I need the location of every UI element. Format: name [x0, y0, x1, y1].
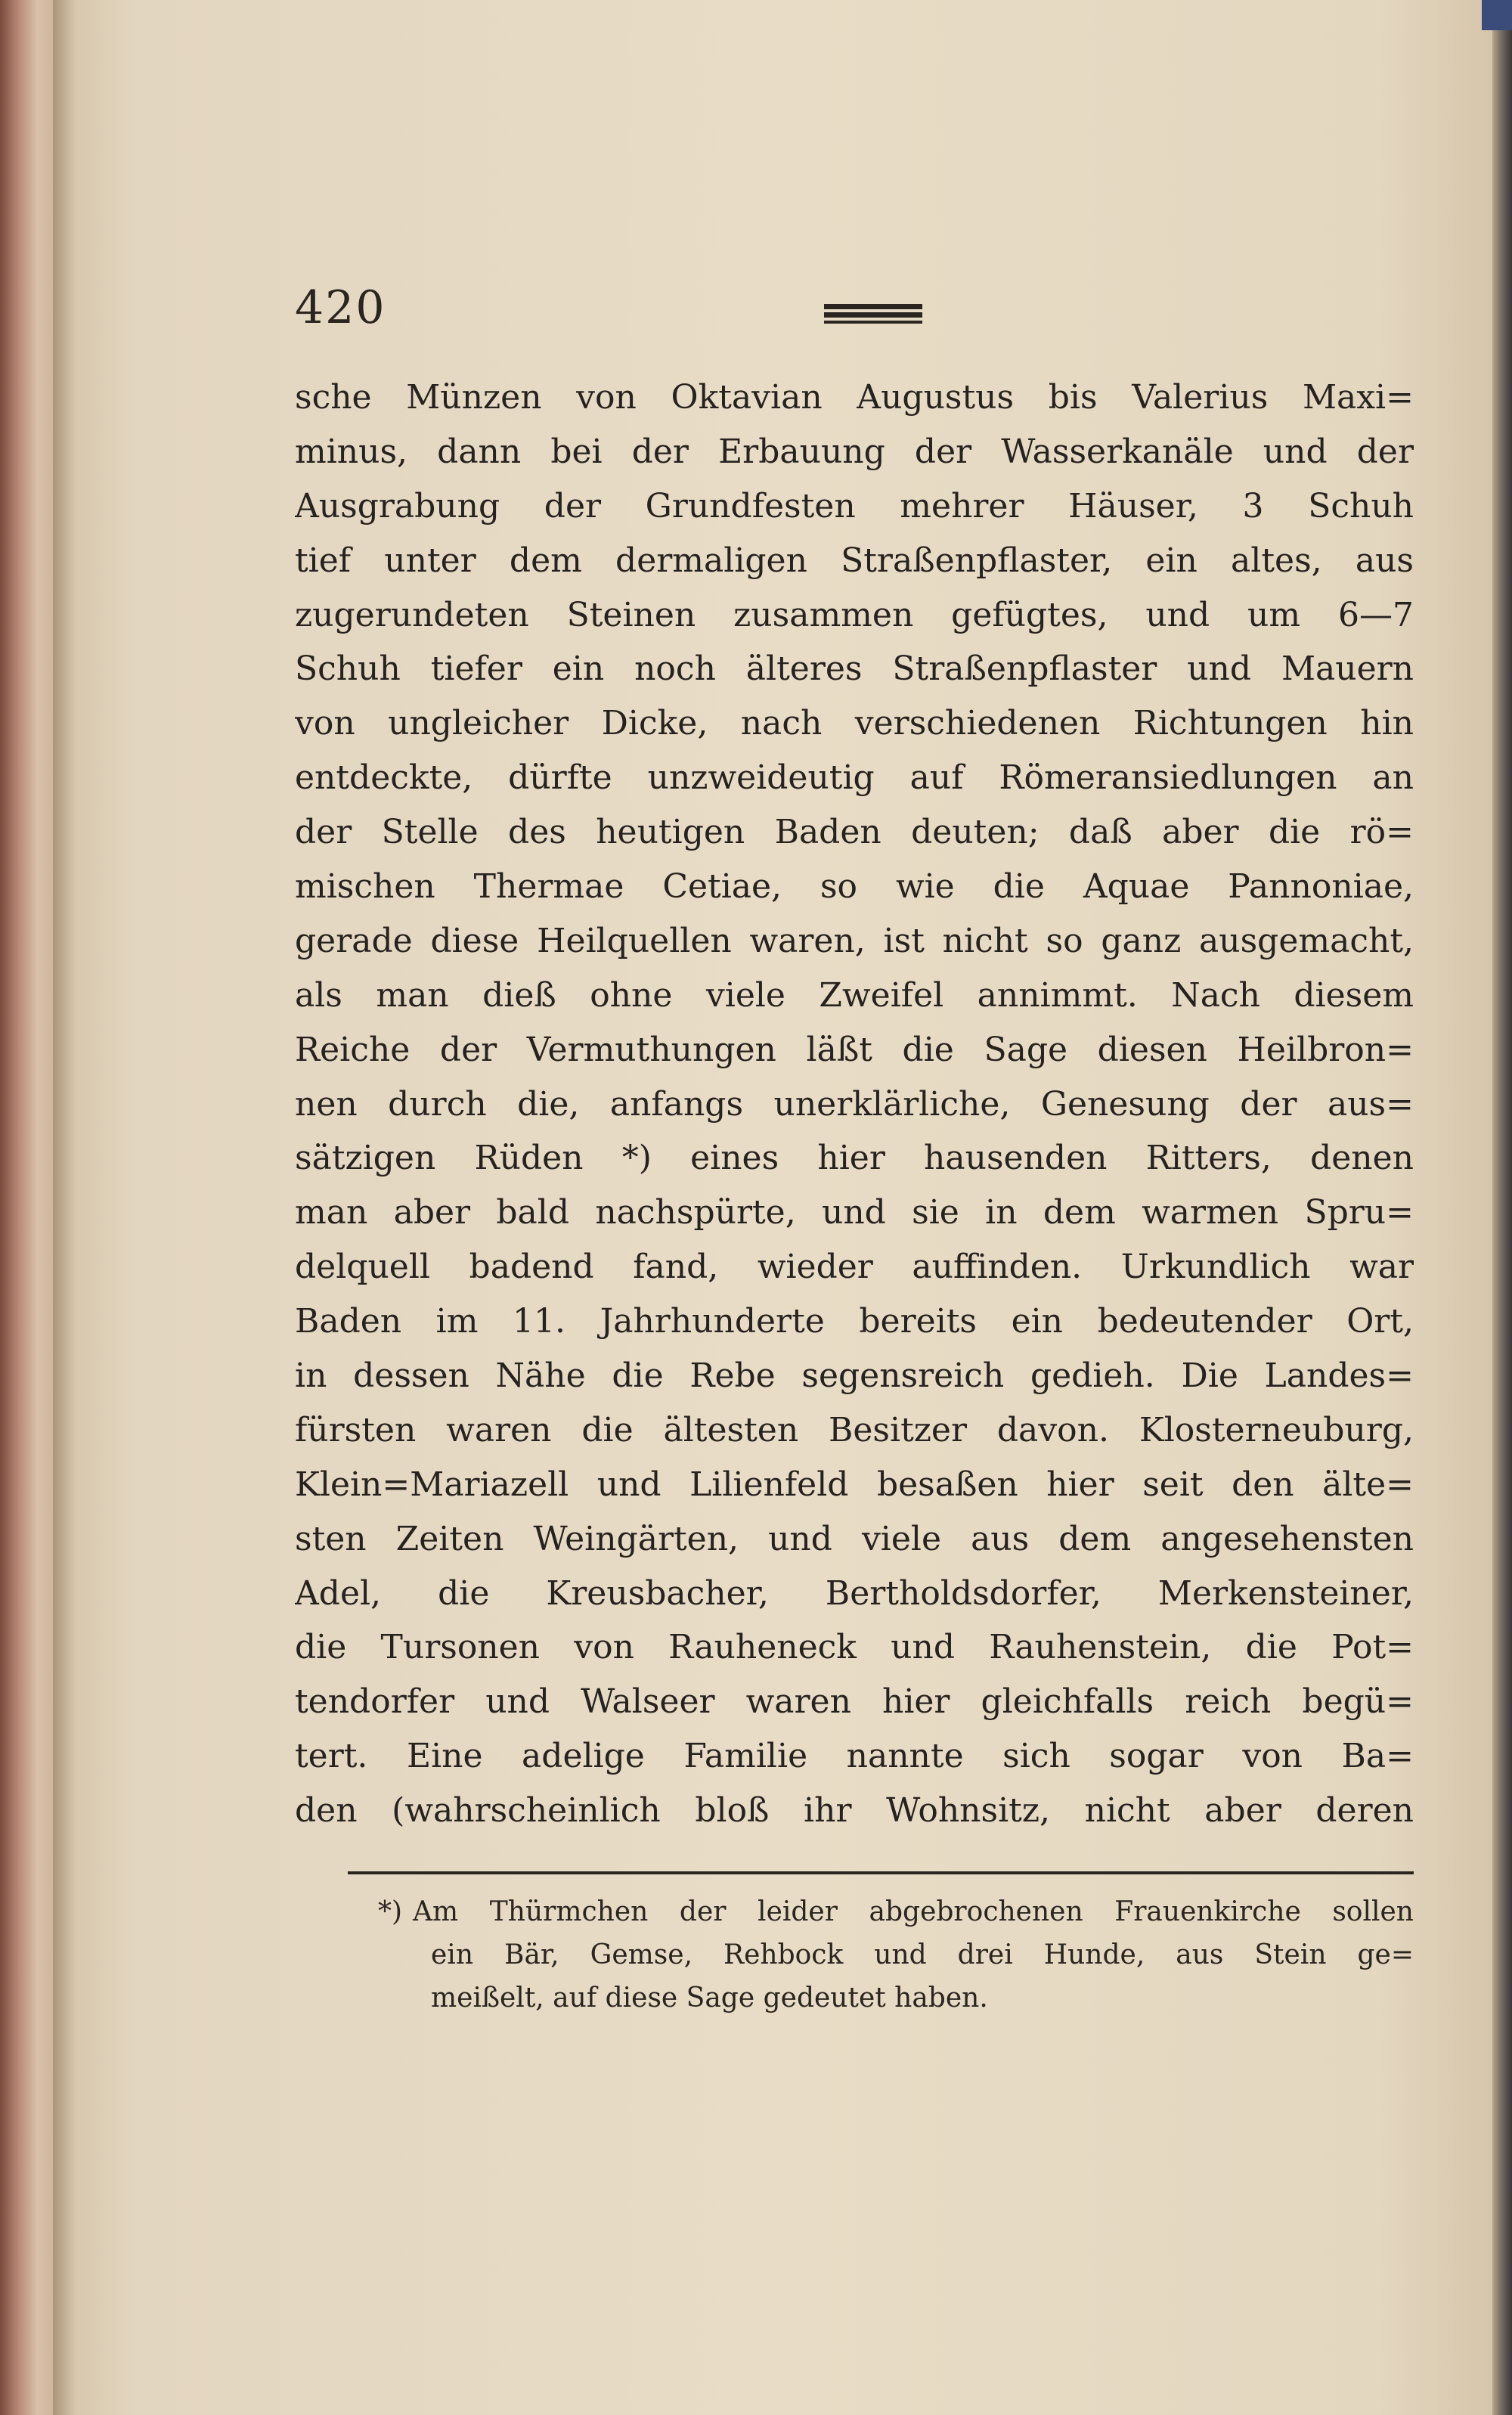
text-line: Schuh tiefer ein noch älteres Straßenpflaster und Mauern: [295, 649, 1414, 689]
text-line: von ungleicher Dicke, nach verschiedenen Richtungen hin: [295, 704, 1414, 743]
footnote-rule: [348, 1871, 1414, 1874]
text-line: Klein=Mariazell und Lilienfeld besaßen hier seit den älte=: [295, 1465, 1414, 1504]
footnote: [378, 1890, 1414, 2020]
footnote-marker: *): [378, 1896, 403, 1927]
text-line: Baden im 11. Jahrhunderte bereits ein bedeutender Ort,: [295, 1302, 1414, 1341]
footnote-line: ein Bär, Gemse, Rehbock und drei Hunde, aus Stein ge=: [431, 1939, 1414, 1970]
text-line: man aber bald nachspürte, und sie in dem warmen Spru=: [295, 1193, 1414, 1232]
page-number: 420: [295, 281, 386, 334]
footnote-line: meißelt, auf diese Sage gedeutet haben.: [431, 1983, 988, 2014]
text-line: Reiche der Vermuthungen läßt die Sage diesen Heilbron=: [295, 1030, 1414, 1069]
text-line: Ausgrabung der Grundfesten mehrer Häuser, 3 Schuh: [295, 486, 1414, 525]
text-line: delquell badend fand, wieder auffinden. Urkundlich war: [295, 1248, 1414, 1287]
text-line: gerade diese Heilquellen waren, ist nicht so ganz ausgemacht,: [295, 921, 1414, 960]
text-line: als man dieß ohne viele Zweifel annimmt. Nach diesem: [295, 975, 1414, 1015]
text-line: fürsten waren die ältesten Besitzer davon. Klosterneuburg,: [295, 1410, 1414, 1449]
text-line: Adel, die Kreusbacher, Bertholdsdorfer, Merkensteiner,: [295, 1573, 1414, 1613]
text-line: tert. Eine adelige Familie nannte sich sogar von Ba=: [295, 1737, 1414, 1776]
cover-corner: [1482, 0, 1512, 30]
page-edge: [1492, 0, 1512, 2415]
text-line: minus, dann bei der Erbauung der Wasserkanäle und der: [295, 432, 1414, 471]
text-line: tendorfer und Walseer waren hier gleichfalls reich begü=: [295, 1682, 1414, 1722]
text-line: nen durch die, anfangs unerklärliche, Genesung der aus=: [295, 1084, 1414, 1124]
gutter-shadow: [53, 0, 76, 2415]
text-line: tief unter dem dermaligen Straßenpflaster, ein altes, aus: [295, 541, 1414, 580]
book-page: [53, 0, 1492, 2415]
body-text: [295, 370, 1414, 1838]
text-line: den (wahrscheinlich bloß ihr Wohnsitz, nicht aber deren: [295, 1791, 1414, 1831]
text-line: sätzigen Rüden *) eines hier hausenden Ritters, denen: [295, 1139, 1414, 1178]
text-line: in dessen Nähe die Rebe segensreich gedieh. Die Landes=: [295, 1356, 1414, 1396]
text-line: zugerundeten Steinen zusammen gefügtes, und um 6—7: [295, 595, 1414, 634]
book-binding: [0, 0, 53, 2415]
text-line: die Tursonen von Rauheneck und Rauhenstein, die Pot=: [295, 1628, 1414, 1667]
footnote-text: Am Thürmchen der leider abgebrochenen Frauenkirche sollen: [413, 1896, 1414, 1927]
text-line: sche Münzen von Oktavian Augustus bis Valerius Maxi=: [295, 378, 1414, 417]
ornament-rule-icon: [824, 304, 922, 327]
text-line: sten Zeiten Weingärten, und viele aus dem angesehensten: [295, 1519, 1414, 1558]
text-line: der Stelle des heutigen Baden deuten; daß aber die rö=: [295, 813, 1414, 852]
text-line: mischen Thermae Cetiae, so wie die Aquae Pannoniae,: [295, 867, 1414, 907]
footnote-line: [378, 1890, 1414, 1933]
running-head: [295, 281, 1414, 342]
text-line: entdeckte, dürfte unzweideutig auf Römeransiedlungen an: [295, 758, 1414, 798]
